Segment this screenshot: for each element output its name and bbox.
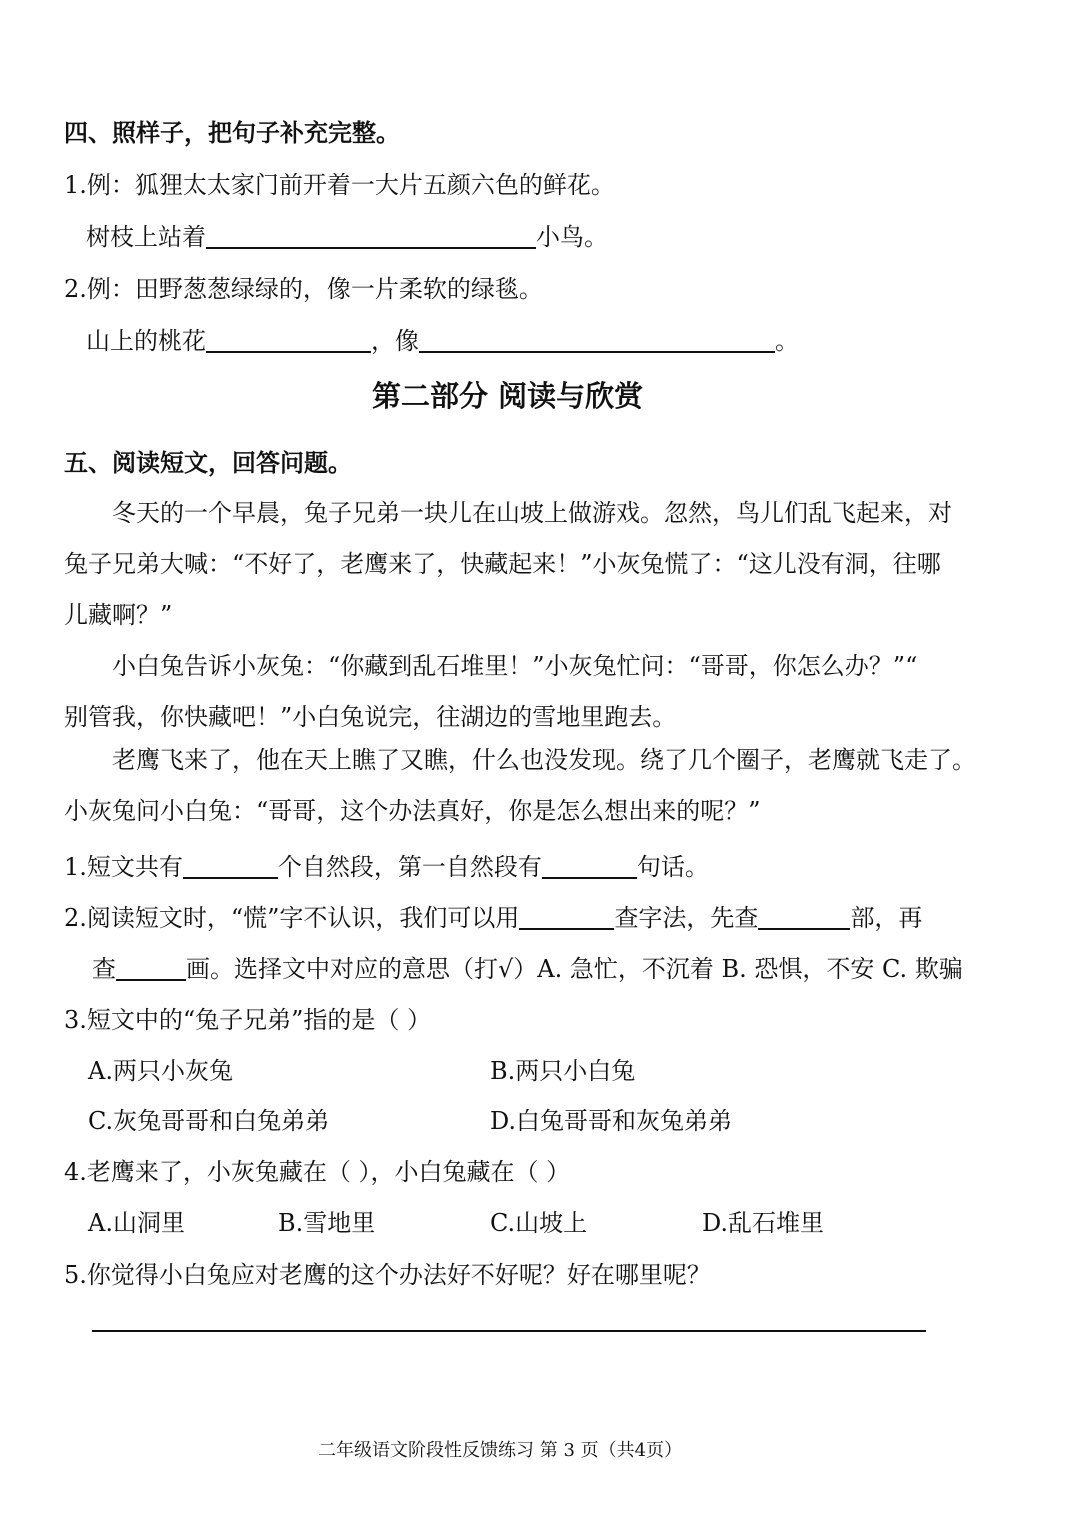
q5-answer-line[interactable] — [92, 1330, 926, 1332]
part2-title: 第二部分 阅读与欣赏 — [372, 379, 644, 413]
section4-q2-prompt — [86, 326, 799, 356]
section5-heading: 五、阅读短文，回答问题。 — [64, 449, 352, 477]
section5-q1-a: 1.短文共有 — [64, 853, 183, 881]
section5-q1 — [64, 852, 709, 882]
passage-line: 兔子兄弟大喊：“不好了，老鹰来了，快藏起来！”小灰兔慌了：“这儿没有洞，往哪 — [64, 550, 941, 578]
q3-option[interactable]: A.两只小灰兔 — [88, 1057, 233, 1085]
passage-line: 小灰兔问小白兔：“哥哥，这个办法真好，你是怎么想出来的呢？” — [64, 797, 761, 825]
section5-q2-c: 部，再 — [850, 904, 923, 932]
section4-q2-after: 。 — [775, 327, 799, 355]
q4-option[interactable]: C.山坡上 — [490, 1209, 588, 1237]
section4-q1-before: 树枝上站着 — [86, 223, 206, 251]
q4-option[interactable]: A.山洞里 — [88, 1209, 185, 1237]
passage-line: 儿藏啊？” — [64, 601, 173, 629]
section5-q1-b: 个自然段，第一自然段有 — [277, 853, 542, 881]
section5-q2-blank-2[interactable] — [758, 906, 850, 930]
passage-line: 小白兔告诉小灰兔：“你藏到乱石堆里！”小灰兔忙问：“哥哥，你怎么办？”“ — [112, 652, 918, 680]
section5-q2-b: 查字法，先查 — [614, 904, 759, 932]
section5-q2-d: 查 — [92, 955, 116, 983]
section4-q2-middle: ，像 — [371, 327, 419, 355]
section4-q2-blank-1[interactable] — [206, 329, 371, 353]
section5-q2-blank-3[interactable] — [116, 957, 186, 981]
q3-option[interactable]: C.灰兔哥哥和白兔弟弟 — [88, 1107, 330, 1135]
passage-line: 别管我，你快藏吧！”小白兔说完，往湖边的雪地里跑去。 — [64, 703, 677, 731]
section5-q4: 4.老鹰来了，小灰兔藏在（ ），小白兔藏在（ ） — [64, 1158, 571, 1186]
section4-q1-after: 小鸟。 — [536, 223, 608, 251]
section4-heading: 四、照样子，把句子补充完整。 — [64, 119, 400, 147]
section4-q1-blank[interactable] — [206, 225, 536, 249]
passage-line: 老鹰飞来了，他在天上瞧了又瞧，什么也没发现。绕了几个圈子，老鹰就飞走了。 — [112, 746, 976, 774]
section4-q2-before: 山上的桃花 — [86, 327, 206, 355]
q3-option[interactable]: D.白兔哥哥和灰兔弟弟 — [490, 1107, 733, 1135]
section5-q1-blank-1[interactable] — [183, 855, 278, 879]
section5-q5: 5.你觉得小白兔应对老鹰的这个办法好不好呢？好在哪里呢？ — [64, 1261, 711, 1289]
q3-option[interactable]: B.两只小白兔 — [490, 1057, 636, 1085]
passage-line: 冬天的一个早晨，兔子兄弟一块儿在山坡上做游戏。忽然，鸟儿们乱飞起来，对 — [112, 499, 952, 527]
section4-q2-blank-2[interactable] — [419, 329, 775, 353]
section5-q2-line2 — [92, 954, 963, 984]
section5-q2-blank-1[interactable] — [519, 906, 614, 930]
section5-q2-line1 — [64, 903, 922, 933]
page-footer: 二年级语文阶段性反馈练习 第 3 页（共4页） — [318, 1440, 683, 1461]
section5-q1-c: 句话。 — [636, 853, 709, 881]
section5-q1-blank-2[interactable] — [542, 855, 637, 879]
section5-q2-e: 画。选择文中对应的意思（打√）A. 急忙，不沉着 B. 恐惧，不安 C. 欺骗 — [186, 955, 963, 983]
q4-option[interactable]: B.雪地里 — [278, 1209, 376, 1237]
section4-q2-example: 2.例：田野葱葱绿绿的，像一片柔软的绿毯。 — [64, 275, 543, 303]
section4-q1-prompt — [86, 222, 608, 252]
section5-q2-a: 2.阅读短文时，“慌”字不认识，我们可以用 — [64, 904, 520, 932]
section4-q1-example: 1.例：狐狸太太家门前开着一大片五颜六色的鲜花。 — [64, 171, 615, 199]
q4-option[interactable]: D.乱石堆里 — [702, 1209, 825, 1237]
section5-q3: 3.短文中的“兔子兄弟”指的是（ ） — [64, 1006, 432, 1034]
